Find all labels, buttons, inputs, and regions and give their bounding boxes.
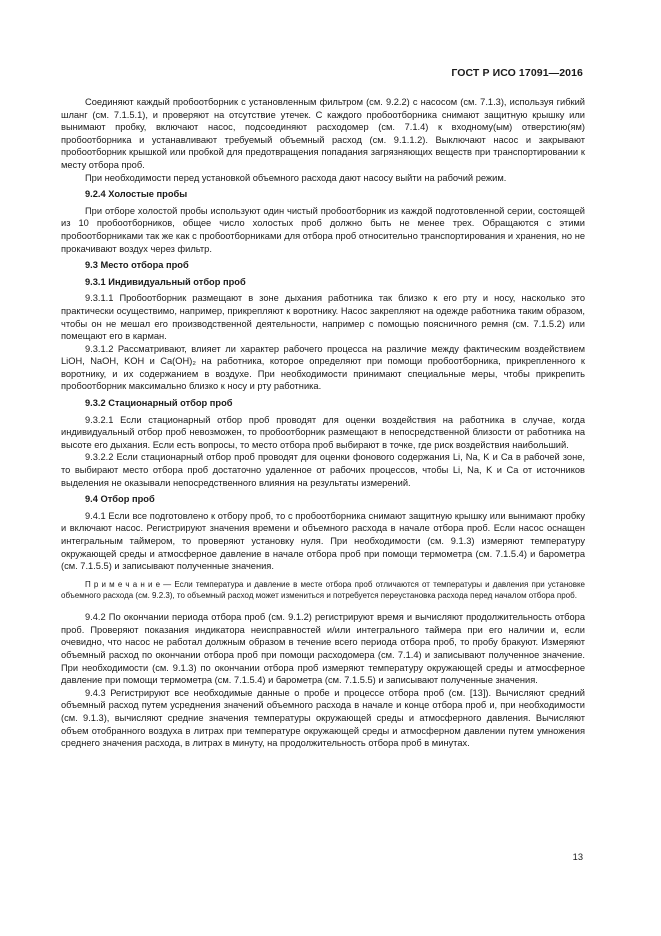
paragraph-9-4-3: 9.4.3 Регистрируют все необходимые данные о пробе и процессе отбора проб (см. [13]). Вычисляют средний объемный расход путем усреднения значений объемного расхода в начале и конце отбора проб и, при необходимости (см. 9.1.3), вычисляют средние значения температуры окружающей среды и атмосферного давления. Вычисляют объем отобранного воздуха в литрах при температуре окружающей среды и атмосферном давлении путем умножения среднего значения расхода, в литрах в минуту, на продолжительность отбора проб в минутах. [61, 687, 585, 749]
paragraph-blank-samples: При отборе холостой пробы используют один чистый пробоотборник из каждой подготовленной серии, состоящей из 10 пробоотборников, общее число холостых проб должно быть не менее трех. Обращаются с этими пробоотборниками так же как с пробоотборниками для отбора проб относительно транспортирования и хранения, но не прокачивают воздух через фильтр. [61, 205, 585, 254]
page-number: 13 [572, 852, 583, 862]
note-temperature-pressure: П р и м е ч а н и е — Если температура и давление в месте отбора проб отличаются от температуры и давления при установке объемного расхода (см. 9.2.3), то объемный расход может измениться и потребуется переустановка расхода перед началом отбора проб. [61, 579, 585, 600]
document-header: ГОСТ Р ИСО 17091—2016 [451, 67, 583, 79]
paragraph-9-3-2-1: 9.3.2.1 Если стационарный отбор проб проводят для оценки воздействия на работника в случае, когда индивидуальный отбор проб невозможен, то пробоотборник размещают в непосредственной близости от работника на высоте его дыхания. Если есть вопросы, то место отбора проб выбирают в точке, где риск воздействия наибольший. [61, 414, 585, 450]
heading-blank-samples: 9.2.4 Холостые пробы [85, 189, 188, 200]
paragraph-9-4-2: 9.4.2 По окончании периода отбора проб (см. 9.1.2) регистрируют время и вычисляют продолжительность отбора проб. Проверяют показания индикатора неисправностей и/или интегрального таймера при его наличии и, если очевидно, что насос не работал должным образом в течение всего периода отбора проб, то пробу бракуют. Измеряют объемный расход по окончании отбора проб при помощи расходомера (см. 7.1.4) и записывают полученное значение. При необходимости (см. 9.1.3) по окончании отбора проб измеряют температуру окружающей среды и атмосферное давление при помощи термометра (см. 7.1.5.4) и барометра (см. 7.1.5.5) и записывают полученные значения. [61, 612, 585, 686]
heading-static-sampling: 9.3.2 Стационарный отбор проб [85, 398, 233, 409]
document-body [61, 96, 585, 750]
heading-sampling-location: 9.3 Место отбора проб [85, 260, 189, 271]
paragraph-connect-samplers: Соединяют каждый пробоотборник с установленным фильтром (см. 9.2.2) с насосом (см. 7.1.3), используя гибкий шланг (см. 7.1.5.1), и проверяют на отсутствие утечек. С каждого пробоотборника снимают защитную крышку или вынимают пробку, включают насос, подсоединяют расходомер (см. 7.1.4) к входному(ым) отверстию(ям) пробоотборника и устанавливают требуемый объемный расход (см. 9.1.1.2). Выключают насос и закрывают пробоотборник крышкой или пробкой для предотвращения попадания загрязняющих веществ при транспортировании к месту отбора проб. [61, 97, 585, 170]
paragraph-pump-warmup: При необходимости перед установкой объемного расхода дают насосу выйти на рабочий режим. [85, 172, 507, 183]
heading-personal-sampling: 9.3.1 Индивидуальный отбор проб [85, 276, 246, 287]
paragraph-9-3-1-2: 9.3.1.2 Рассматривают, влияет ли характер рабочего процесса на различие между фактическим воздействием LiOH, NaOH, KOH и Ca(OH)₂ на работника, которое определяют при помощи пробоотборника, прикрепленного к воротнику, и их содержанием в воздухе. При необходимости принимают специальные меры, чтобы прикрепить пробоотборник максимально близко к носу и рту работника. [61, 343, 585, 392]
paragraph-9-4-1: 9.4.1 Если все подготовлено к отбору проб, то с пробоотборника снимают защитную крышку или вынимают пробку и включают насос. Регистрируют значения времени и объемного расхода в начале отбора проб. Если насос оснащен интегральным таймером, то проверяют установку нуля. При необходимости (см. 9.1.3) измеряют температуру окружающей среды и атмосферное давление в начале отбора проб при помощи термометра (см. 7.1.5.4) и барометра (см. 7.1.5.5) и записывают полученные значения. [61, 510, 585, 572]
paragraph-9-3-1-1: 9.3.1.1 Пробоотборник размещают в зоне дыхания работника так близко к его рту и носу, насколько это практически осуществимо, например, прикрепляют к воротнику. Насос закрепляют на одежде работника таким образом, чтобы он не мешал его производственной деятельности, например с помощью поясничного ремня (см. 7.1.5.2) или помещают его в карман. [61, 293, 585, 342]
paragraph-9-3-2-2: 9.3.2.2 Если стационарный отбор проб проводят для оценки фонового содержания Li, Na, K и Ca в рабочей зоне, то выбирают место отбора проб достаточно удаленное от рабочих процессов, чтобы Li, Na, K и Ca от источников выделения не оказывали непосредственного влияния на результаты измерений. [61, 452, 585, 488]
heading-sampling: 9.4 Отбор проб [85, 494, 155, 505]
